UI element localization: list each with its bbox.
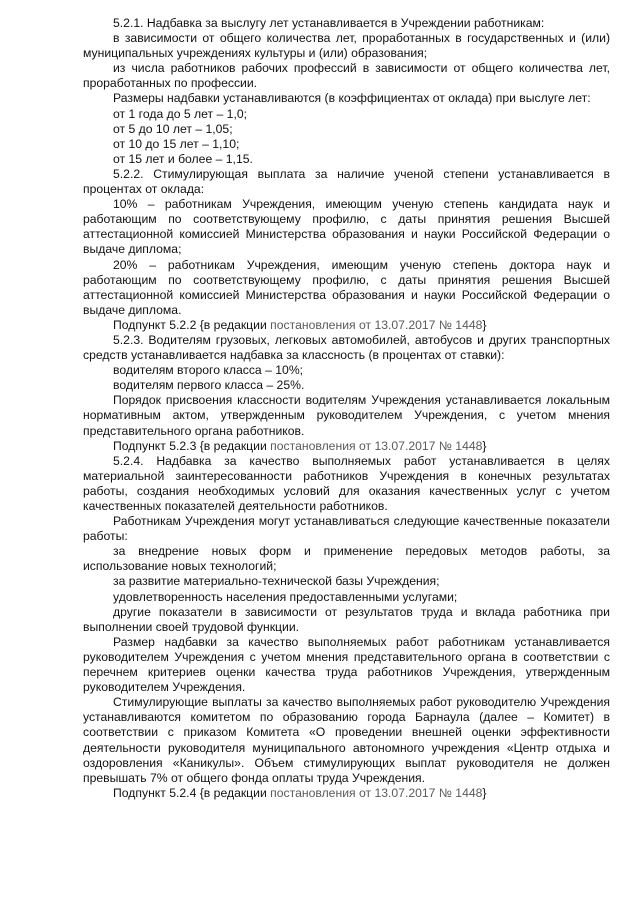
revision-note-5-2-3 [83,439,610,454]
paragraph-5-2-4-g: Стимулирующие выплаты за качество выполняемых работ руководителю Учреждения устанавливаются комитетом по образованию города Барнаула (далее – Комитет) в соответствии с приказом Комитета «О проведении внешней оценки эффективности деятельности руководителя муниципального автономного учреждения «Центр отдыха и оздоровления «Каникулы». Объем стимулирующих выплат руководителя не должен превышать 7% от общего фонда оплаты труда Учреждения. [83,695,610,785]
document-page [83,16,610,801]
paragraph-5-2-4-c: за развитие материально-технической базы Учреждения; [113,574,440,589]
list-item-10-15-years: от 10 до 15 лет – 1,10; [113,136,240,151]
revision-note-label: Подпункт 5.2.4 {в редакции [113,785,271,800]
list-item-5-10-years: от 5 до 10 лет – 1,05; [113,121,233,136]
revision-note-5-2-4 [83,786,610,801]
list-item-first-class: водителям первого класса – 25%. [113,378,305,393]
paragraph-5-2-2-a: 10% – работникам Учреждения, имеющим ученую степень кандидата наук и работающим по соответствующему профилю, с даты принятия решения Высшей аттестационной комиссией Министерства образования и науки Российской Федерации о выдаче диплома; [83,197,610,257]
revision-link-5-2-3[interactable]: постановления от 13.07.2017 № 1448 [270,438,483,453]
paragraph-5-2-2-b: 20% – работникам Учреждения, имеющим ученую степень доктора наук и работающим по соответствующему профилю, с даты принятия решения Высшей аттестационной комиссией Министерства образования и науки Российской Федерации о выдаче диплома. [83,257,610,317]
revision-link-5-2-2[interactable]: постановления от 13.07.2017 № 1448 [270,317,483,332]
list-item-1-5-years: от 1 года до 5 лет – 1,0; [113,106,247,121]
paragraph-5-2-1: 5.2.1. Надбавка за выслугу лет устанавливается в Учреждении работникам: [113,16,545,30]
paragraph-5-2-4-b: за внедрение новых форм и применение передовых методов работы, за использование новых технологий; [83,544,610,574]
paragraph-5-2-2: 5.2.2. Стимулирующая выплата за наличие ученой степени устанавливается в процентах от оклада: [83,166,610,197]
revision-link-5-2-4[interactable]: постановления от 13.07.2017 № 1448 [270,785,483,800]
revision-note-label: Подпункт 5.2.2 {в редакции [113,317,271,332]
revision-note-label: Подпункт 5.2.3 {в редакции [113,438,271,453]
paragraph-5-2-1-b: из числа работников рабочих профессий в зависимости от общего количества лет, проработанных по профессии. [83,61,610,91]
revision-note-tail: } [482,317,487,332]
paragraph-5-2-4-f: Размер надбавки за качество выполняемых работ работникам устанавливается руководителем Учреждения с учетом мнения представительного органа в соответствии с перечнем критериев оценки качества труда работников Учреждения, утвержденным руководителем Учреждения. [83,634,610,695]
revision-note-5-2-2 [83,318,610,333]
paragraph-5-2-1-c: Размеры надбавки устанавливаются (в коэффициентах от оклада) при выслуге лет: [113,91,591,106]
list-item-15-plus-years: от 15 лет и более – 1,15. [113,151,253,166]
paragraph-5-2-4-e: другие показатели в зависимости от результатов труда и вклада работника при выполнении своей трудовой функции. [83,604,610,634]
paragraph-5-2-4-d: удовлетворенность населения предоставленными услугами; [113,589,458,604]
paragraph-5-2-4-a: Работникам Учреждения могут устанавливаться следующие качественные показатели работы: [83,514,610,544]
paragraph-5-2-4: 5.2.4. Надбавка за качество выполняемых работ устанавливается в целях материальной заинтересованности работников Учреждения в конечных результатах работы, создания необходимых условий для оказания качественных услуг с учетом качественных показателей деятельности работников. [83,453,610,513]
paragraph-5-2-1-a: в зависимости от общего количества лет, проработанных в государственных и (или) муниципальных учреждениях культуры и (или) образования; [83,31,610,61]
paragraph-5-2-3: 5.2.3. Водителям грузовых, легковых автомобилей, автобусов и других транспортных средств устанавливается надбавка за классность (в процентах от ставки): [83,332,610,363]
revision-note-tail: } [482,438,487,453]
revision-note-tail: } [482,785,487,800]
paragraph-5-2-3-c: Порядок присвоения классности водителям Учреждения устанавливается локальным нормативным актом, утвержденным руководителем Учреждения, с учетом мнения представительного органа работников. [83,393,610,438]
list-item-second-class: водителям второго класса – 10%; [113,363,304,378]
